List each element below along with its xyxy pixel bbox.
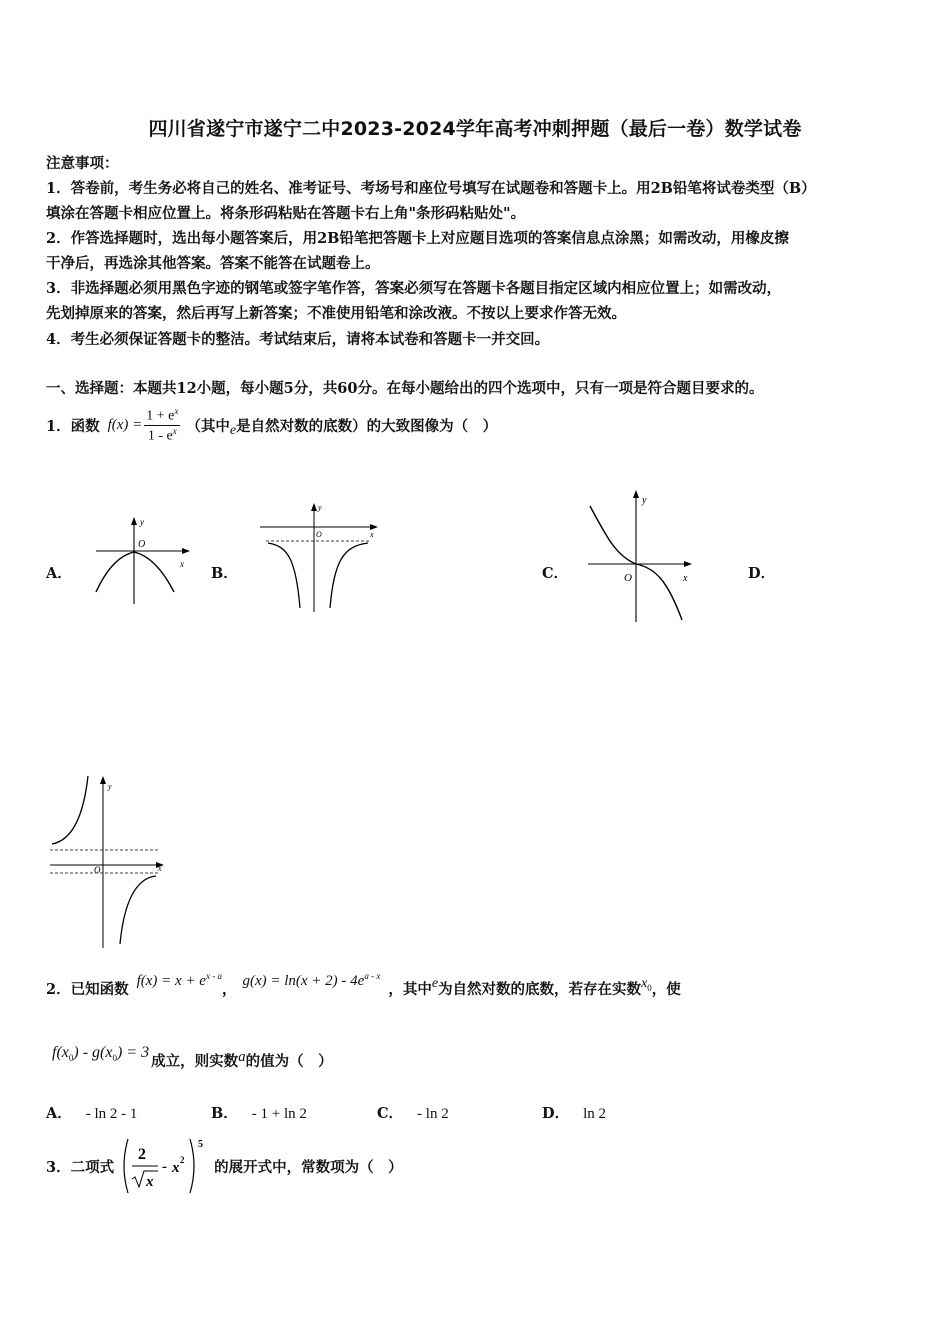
question-text: （其中 — [186, 417, 230, 435]
eq-part: f(x — [52, 1044, 69, 1062]
eq-part: ) - g(x — [73, 1044, 113, 1062]
question-text: ，使 — [651, 980, 681, 998]
axis-x-label: x — [158, 864, 162, 873]
question-2 — [46, 968, 681, 1008]
axis-x-label: x — [683, 573, 688, 584]
subscript: 0 — [68, 1053, 74, 1064]
numerator: 1 + e — [146, 408, 175, 424]
option-label: D． — [542, 1105, 570, 1122]
notice-line: 干净后，再选涂其他答案。答案不能答在试题卷上。 — [46, 255, 380, 272]
denominator: 1 - e — [147, 428, 173, 444]
variable-x0 — [641, 976, 652, 993]
graph-b — [256, 500, 384, 616]
question-number: 2．已知函数 — [46, 980, 129, 998]
radicand: x — [146, 1174, 154, 1190]
question-text: 是自然对数的底数）的大致图像为（ ） — [236, 417, 498, 435]
question-number: 1．函数 — [46, 417, 100, 435]
option-c-label: C． — [542, 565, 569, 582]
option-label: A． — [46, 1105, 72, 1122]
notice-line: 3．非选择题必须用黑色字迹的钢笔或签字笔作答，答案必须写在答题卡各题目指定区域内相应位置上；如需改动， — [46, 280, 782, 297]
exponent: x — [174, 405, 179, 416]
option-a — [46, 1102, 137, 1123]
axis-y-label: y — [140, 517, 144, 527]
notice-line: 4．考生必须保证答题卡的整洁。考试结束后，请将本试卷和答题卡一并交回。 — [46, 331, 550, 348]
question-text: 成立，则实数 — [151, 1052, 239, 1070]
binomial-expression — [118, 1135, 210, 1197]
origin-label: O — [138, 539, 146, 550]
eq-part: ) = 3 — [116, 1044, 150, 1062]
axis-x-label: x — [370, 530, 374, 539]
sqrt-sign — [132, 1171, 158, 1187]
origin-label: O — [316, 530, 322, 539]
graph-d — [48, 772, 168, 950]
fraction — [144, 406, 180, 445]
curve — [96, 552, 174, 592]
axis-y-label: y — [318, 503, 322, 512]
axis-x-label: x — [180, 559, 184, 569]
function-f-text: f(x) = x + e — [136, 972, 206, 989]
exponent: x — [172, 425, 177, 436]
question-text: ，其中 — [388, 980, 432, 998]
x-power-exponent: 2 — [180, 1155, 185, 1165]
question-text: 的值为（ ） — [245, 1052, 333, 1070]
axis-y-label: y — [108, 782, 112, 791]
x0-base: x — [641, 975, 648, 991]
curve — [120, 876, 156, 944]
curve — [330, 543, 368, 608]
option-d — [542, 1102, 606, 1123]
question-text: 的展开式中，常数项为（ ） — [214, 1158, 403, 1176]
variable-a: a — [238, 1048, 246, 1065]
function-lhs: f(x) = — [107, 416, 143, 433]
option-c — [377, 1102, 449, 1123]
origin-label: O — [624, 572, 632, 584]
exponent: x - a — [205, 970, 222, 981]
variable-e: e — [229, 423, 237, 438]
option-value: - 1 + ln 2 — [251, 1106, 307, 1122]
minus: - — [162, 1159, 168, 1175]
notice-line: 1．答卷前，考生务必将自己的姓名、准考证号、考场号和座位号填写在试题卷和答题卡上。用2B铅笔将试卷类型（B） — [46, 180, 816, 197]
axis-y-label: y — [642, 495, 647, 506]
right-paren — [190, 1139, 194, 1193]
variable-e: e — [431, 976, 439, 991]
option-d-label: D． — [748, 565, 776, 582]
function-g-text: g(x) = ln(x + 2) - 4e — [242, 972, 365, 989]
function-g — [242, 971, 380, 990]
question-1 — [46, 403, 497, 447]
option-b — [211, 1102, 307, 1123]
option-value: ln 2 — [583, 1106, 606, 1122]
function-f — [137, 971, 222, 990]
option-a-label: A． — [46, 565, 72, 582]
question-text: 为自然对数的底数，若存在实数 — [438, 980, 642, 998]
page-title: 四川省遂宁市遂宁二中2023-2024学年高考冲刺押题（最后一卷）数学试卷 — [148, 118, 802, 140]
section-heading: 一、选择题：本题共12小题，每小题5分，共60分。在每小题给出的四个选项中，只有一项是符合题目要求的。 — [46, 380, 764, 397]
origin-label: O — [94, 865, 101, 875]
x-power-base: x — [172, 1160, 180, 1176]
separator: ， — [221, 980, 237, 998]
graph-c — [582, 486, 698, 626]
option-value: - ln 2 - 1 — [85, 1106, 138, 1122]
option-label: B． — [211, 1105, 238, 1122]
graph-a — [92, 512, 196, 608]
question-number: 3．二项式 — [46, 1158, 115, 1176]
notice-line: 填涂在答题卡相应位置上。将条形码粘贴在答题卡右上角"条形码粘贴处"。 — [46, 205, 526, 222]
equation — [52, 1044, 149, 1063]
outer-exponent: 5 — [198, 1139, 204, 1150]
notice-line: 2．作答选择题时，选出每小题答案后，用2B铅笔把答题卡上对应题目选项的答案信息点涂黑；如需改动，用橡皮擦 — [46, 230, 789, 247]
option-b-label: B． — [211, 565, 238, 582]
subscript: 0 — [112, 1053, 117, 1064]
exponent: a - x — [364, 970, 381, 981]
question-2-condition — [52, 1040, 333, 1080]
notice-heading: 注意事项： — [46, 155, 119, 172]
subscript: 0 — [647, 982, 652, 993]
left-paren — [124, 1139, 128, 1193]
curve — [268, 543, 300, 608]
option-label: C． — [377, 1105, 404, 1122]
notice-line: 先划掉原来的答案，然后再写上新答案；不准使用铅笔和涂改液。不按以上要求作答无效。 — [46, 305, 626, 322]
curve — [52, 776, 88, 844]
numerator: 2 — [138, 1146, 147, 1163]
option-value: - ln 2 — [417, 1106, 449, 1122]
question-3 — [46, 1134, 403, 1198]
